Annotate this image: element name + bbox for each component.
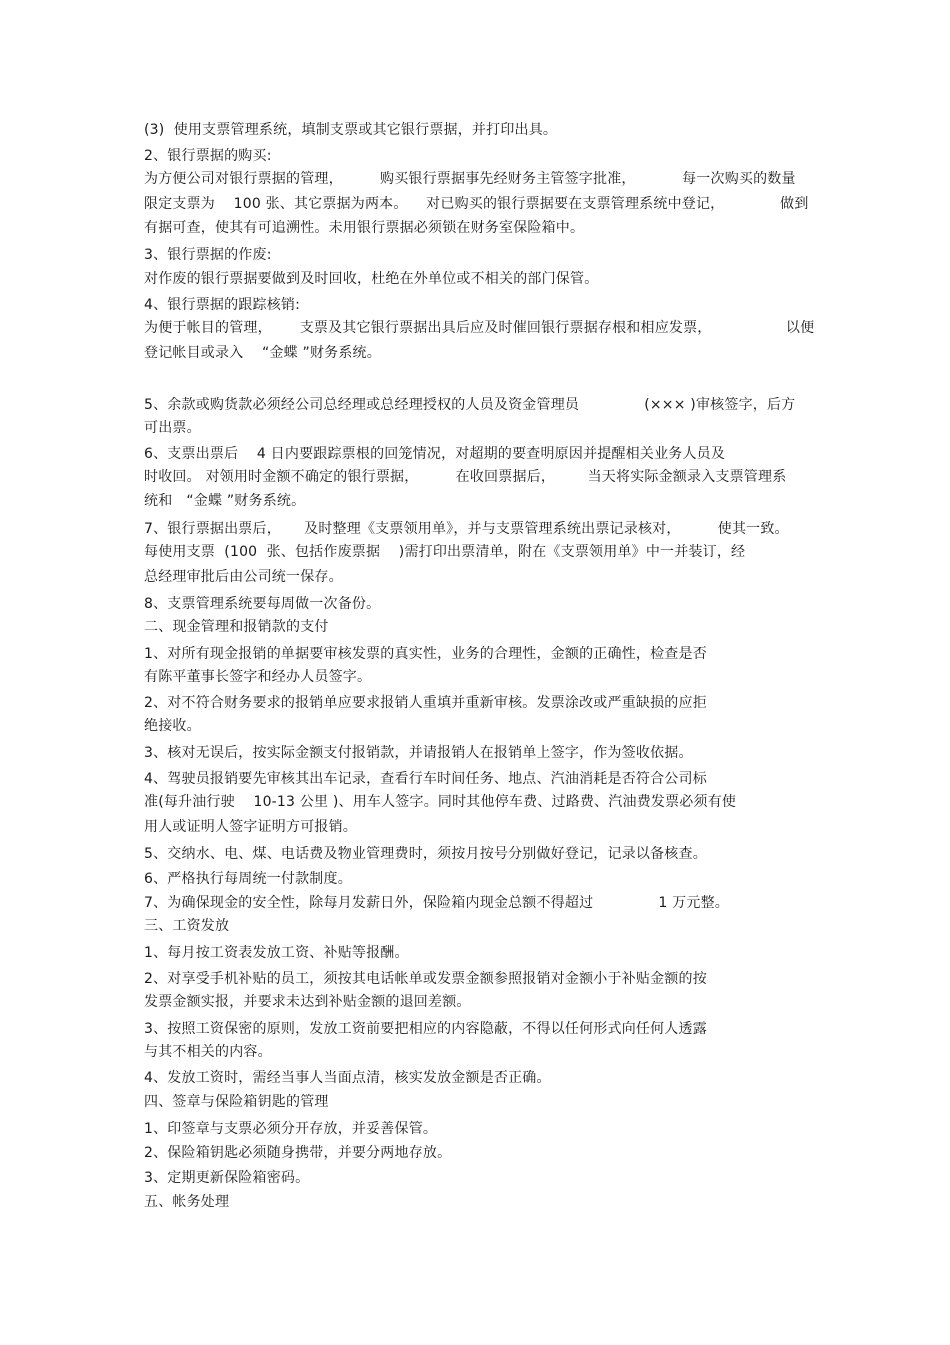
text-line: 4、发放工资时，需经当事人当面点清，核实发放金额是否正确。 <box>144 1070 551 1086</box>
text-line: (3) 使用支票管理系统，填制支票或其它银行票据，并打印出具。 <box>144 122 558 138</box>
text-line: 可出票。 <box>144 420 201 436</box>
text-line: 为方便公司对银行票据的管理， 购买银行票据事先经财务主管签字批准， 每一次购买的数量 <box>144 171 796 187</box>
text-line: 5、余款或购货款必须经公司总经理或总经理授权的人员及资金管理员 (××× )审核签字，后方 <box>144 397 796 413</box>
text-line: 1、对所有现金报销的单据要审核发票的真实性，业务的合理性，金额的正确性，检查是否 <box>144 646 707 662</box>
text-line: 与其不相关的内容。 <box>144 1044 272 1060</box>
section-heading: 三、工资发放 <box>144 918 230 934</box>
section-heading: 2、银行票据的购买: <box>144 148 272 164</box>
text-line: 3、核对无误后，按实际金额支付报销款，并请报销人在报销单上签字，作为签收依据。 <box>144 745 693 761</box>
text-line: 发票金额实报，并要求未达到补贴金额的退回差额。 <box>144 994 471 1010</box>
text-line: 每使用支票 (100 张、包括作废票据 )需打印出票清单，附在《支票领用单》中一并装订，经 <box>144 544 746 560</box>
section-heading: 五、帐务处理 <box>144 1194 230 1210</box>
text-line: 准(每升油行驶 10-13 公里 )、用车人签字。同时其他停车费、过路费、汽油费发票必须有使 <box>144 794 737 810</box>
text-line: 登记帐目或录入 “金蝶 ”财务系统。 <box>144 345 381 361</box>
text-line: 3、按照工资保密的原则，发放工资前要把相应的内容隐蔽，不得以任何形式向任何人透露 <box>144 1021 707 1037</box>
text-line: 为便于帐目的管理， 支票及其它银行票据出具后应及时催回银行票据存根和相应发票， 以便 <box>144 320 815 336</box>
text-line: 用人或证明人签字证明方可报销。 <box>144 819 357 835</box>
text-line: 7、银行票据出票后， 及时整理《支票领用单》，并与支票管理系统出票记录核对， 使其一致。 <box>144 521 789 537</box>
section-heading: 3、银行票据的作废: <box>144 247 272 263</box>
text-line: 4、驾驶员报销要先审核其出车记录，查看行车时间任务、地点、汽油消耗是否符合公司标 <box>144 771 707 787</box>
text-line: 6、支票出票后 4 日内要跟踪票根的回笼情况，对超期的要查明原因并提醒相关业务人员及 <box>144 446 726 462</box>
text-line: 2、对不符合财务要求的报销单应要求报销人重填并重新审核。发票涂改或严重缺损的应拒 <box>144 695 707 711</box>
text-line: 3、定期更新保险箱密码。 <box>144 1170 310 1186</box>
text-line: 有陈平董事长签字和经办人员签字。 <box>144 669 372 685</box>
text-line: 7、为确保现金的安全性，除每月发薪日外，保险箱内现金总额不得超过 1 万元整。 <box>144 895 729 911</box>
text-line: 5、交纳水、电、煤、电话费及物业管理费时，须按月按号分别做好登记，记录以备核查。 <box>144 846 707 862</box>
section-heading: 二、现金管理和报销款的支付 <box>144 619 329 635</box>
section-heading: 四、签章与保险箱钥匙的管理 <box>144 1094 329 1110</box>
section-heading: 4、银行票据的跟踪核销: <box>144 297 301 313</box>
text-line: 8、支票管理系统要每周做一次备份。 <box>144 596 381 612</box>
text-line: 1、印签章与支票必须分开存放，并妥善保管。 <box>144 1121 438 1137</box>
text-line: 2、对享受手机补贴的员工，须按其电话帐单或发票金额参照报销对金额小于补贴金额的按 <box>144 971 707 987</box>
text-line: 对作废的银行票据要做到及时回收，杜绝在外单位或不相关的部门保管。 <box>144 271 599 287</box>
text-line: 统和 “金蝶 ”财务系统。 <box>144 493 306 509</box>
text-line: 绝接收。 <box>144 718 201 734</box>
text-line: 有据可查，使其有可追溯性。未用银行票据必须锁在财务室保险箱中。 <box>144 220 585 236</box>
text-line: 6、严格执行每周统一付款制度。 <box>144 871 352 887</box>
text-line: 1、每月按工资表发放工资、补贴等报酬。 <box>144 945 409 961</box>
text-line: 2、保险箱钥匙必须随身携带，并要分两地存放。 <box>144 1145 452 1161</box>
text-line: 时收回。 对领用时金额不确定的银行票据， 在收回票据后， 当天将实际金额录入支票管理系 <box>144 469 787 485</box>
text-line: 总经理审批后由公司统一保存。 <box>144 569 343 585</box>
text-line: 限定支票为 100 张、其它票据为两本。 对已购买的银行票据要在支票管理系统中登记， 做到 <box>144 196 809 212</box>
